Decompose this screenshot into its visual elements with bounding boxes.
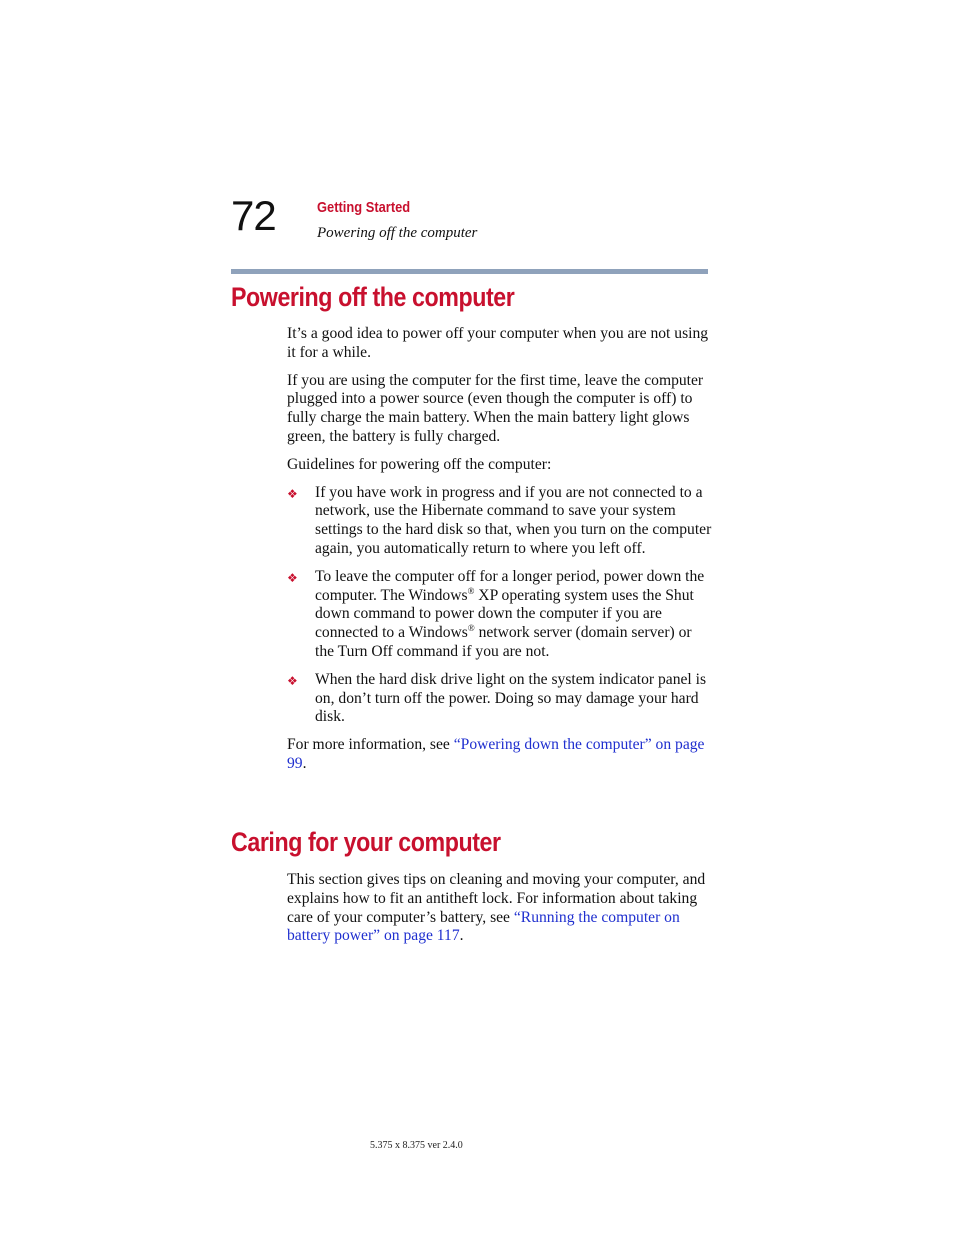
more-info-prefix: For more information, see (287, 736, 454, 754)
diamond-bullet-icon: ❖ (287, 673, 298, 688)
running-header-section: Powering off the computer (317, 225, 478, 241)
list-item-text: When the hard disk drive light on the system indicator panel is on, don’t turn off the power. Doing so may damage your hard disk. (315, 670, 707, 726)
heading-caring: Caring for your computer (231, 827, 501, 857)
list-item-text-part: network server (domain server) or the Turn Off command if you are not. (315, 624, 692, 660)
heading-powering-off: Powering off the computer (231, 282, 515, 312)
more-info-suffix: . (302, 754, 307, 772)
list-item (287, 568, 712, 662)
list-item-text: If you have work in progress and if you are not connected to a network, use the Hibernate command to save your system settings to the hard disk so that, when you turn on the computer again, you automatically return to where you left off. (315, 483, 712, 557)
list-item (287, 671, 712, 727)
running-header-chapter: Getting Started (317, 199, 411, 216)
link-battery-power[interactable]: “Running the computer on battery power” on page 117 (287, 908, 680, 945)
caring-body (287, 871, 712, 955)
list-item (287, 484, 712, 559)
diamond-bullet-icon: ❖ (287, 486, 298, 501)
paragraph-intro: It’s a good idea to power off your computer when you are not using it for a while. (287, 325, 709, 361)
diamond-bullet-icon: ❖ (287, 570, 298, 585)
paragraph-first-time: If you are using the computer for the first time, leave the computer plugged into a power source (even though the computer is off) to fully charge the main battery. When the main battery light glows green, the battery is fully charged. (287, 371, 704, 445)
list-item-text-part: To leave the computer off for a longer period, power down the computer. The Windows (315, 567, 705, 604)
caring-intro-suffix: . (459, 927, 464, 945)
powering-off-body (287, 325, 712, 783)
link-powering-down[interactable]: “Powering down the computer” on page 99 (287, 736, 705, 772)
registered-mark: ® (467, 585, 475, 596)
page-footer: 5.375 x 8.375 ver 2.4.0 (370, 1140, 463, 1151)
paragraph-more-info (287, 736, 712, 774)
list-item-text-part: XP operating system uses the Shut down command to power down the computer if you are connected to a Windows (315, 586, 694, 642)
guidelines-list (287, 484, 712, 728)
caring-intro-text: This section gives tips on cleaning and moving your computer, and explains how to fit an antitheft lock. For information about taking care of your computer’s battery, see (287, 871, 706, 926)
registered-mark: ® (467, 623, 475, 634)
section-divider-rule (231, 269, 708, 274)
page-number: 72 (231, 192, 276, 239)
paragraph-caring-intro (287, 871, 712, 946)
paragraph-guidelines: Guidelines for powering off the computer: (287, 455, 552, 473)
